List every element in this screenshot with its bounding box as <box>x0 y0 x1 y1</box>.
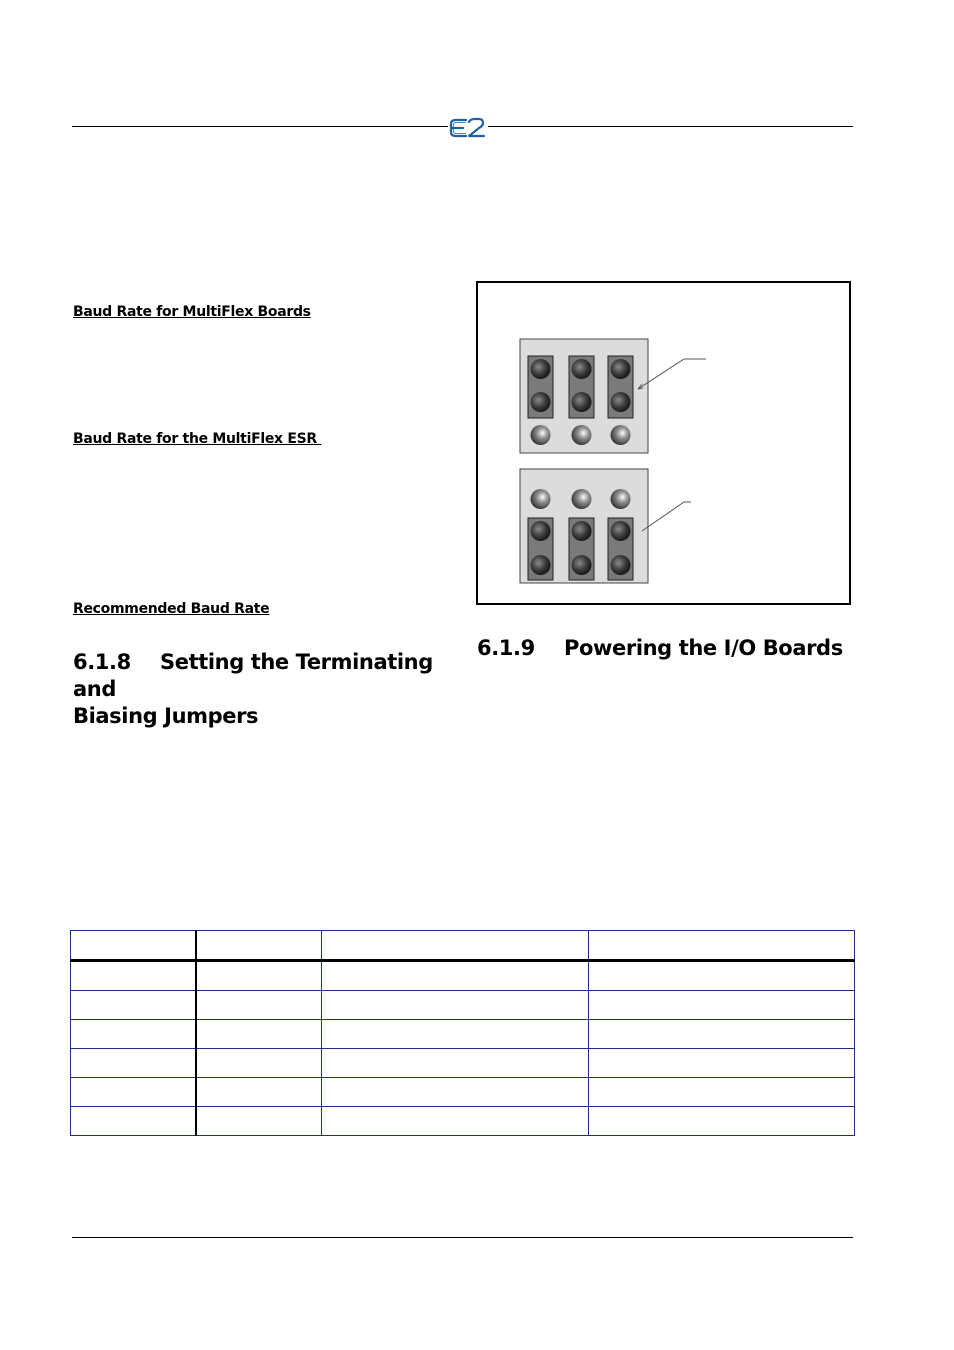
table-cell <box>589 991 855 1020</box>
table-cell <box>196 961 322 991</box>
footer-rule <box>72 1237 853 1238</box>
section-heading-6-1-8 <box>73 649 463 730</box>
section-title-line1: Setting the Terminating and <box>73 650 433 701</box>
top-jumper-block <box>520 339 648 453</box>
table-cell <box>196 931 322 961</box>
table-cell <box>322 1020 589 1049</box>
section-number: 6.1.8 <box>73 650 131 674</box>
section-title-line2: Biasing Jumpers <box>73 704 259 728</box>
subheading-baud-rate-esr: Baud Rate for the MultiFlex ESR <box>73 431 322 447</box>
table-cell <box>589 961 855 991</box>
table-row <box>71 1078 855 1107</box>
subheading-baud-rate-multiflex: Baud Rate for MultiFlex Boards <box>73 304 311 320</box>
table-row <box>71 1020 855 1049</box>
jumper-diagram <box>478 283 853 607</box>
table-cell <box>322 991 589 1020</box>
table-header-row <box>71 931 855 961</box>
table-cell <box>196 1078 322 1107</box>
jumper-figure <box>476 281 851 605</box>
table-cell <box>196 1020 322 1049</box>
table-cell <box>589 1020 855 1049</box>
section-title: Powering the I/O Boards <box>564 636 843 660</box>
table-cell <box>589 1107 855 1136</box>
table-cell <box>71 931 197 961</box>
table-cell <box>71 1020 197 1049</box>
table-cell <box>71 1107 197 1136</box>
table-cell <box>589 1049 855 1078</box>
e2-logo-icon <box>448 114 488 142</box>
callout-line <box>642 502 691 531</box>
section-number: 6.1.9 <box>477 636 535 660</box>
table-row <box>71 1049 855 1078</box>
table-cell <box>322 1049 589 1078</box>
table-row <box>71 961 855 991</box>
subheading-recommended-baud-rate: Recommended Baud Rate <box>73 601 270 617</box>
table-cell <box>196 1049 322 1078</box>
table-cell <box>71 961 197 991</box>
table-row <box>71 991 855 1020</box>
table-cell <box>71 1078 197 1107</box>
table-cell <box>71 991 197 1020</box>
table-cell <box>589 1078 855 1107</box>
table-cell <box>589 931 855 961</box>
table-cell <box>322 961 589 991</box>
bottom-jumper-block <box>520 469 648 583</box>
baud-jumper-table <box>70 930 855 1136</box>
table-cell <box>71 1049 197 1078</box>
table-cell <box>322 1078 589 1107</box>
section-heading-6-1-9 <box>477 635 857 662</box>
table-cell <box>322 1107 589 1136</box>
table-cell <box>196 991 322 1020</box>
table-row <box>71 1107 855 1136</box>
table-cell <box>322 931 589 961</box>
table-cell <box>196 1107 322 1136</box>
